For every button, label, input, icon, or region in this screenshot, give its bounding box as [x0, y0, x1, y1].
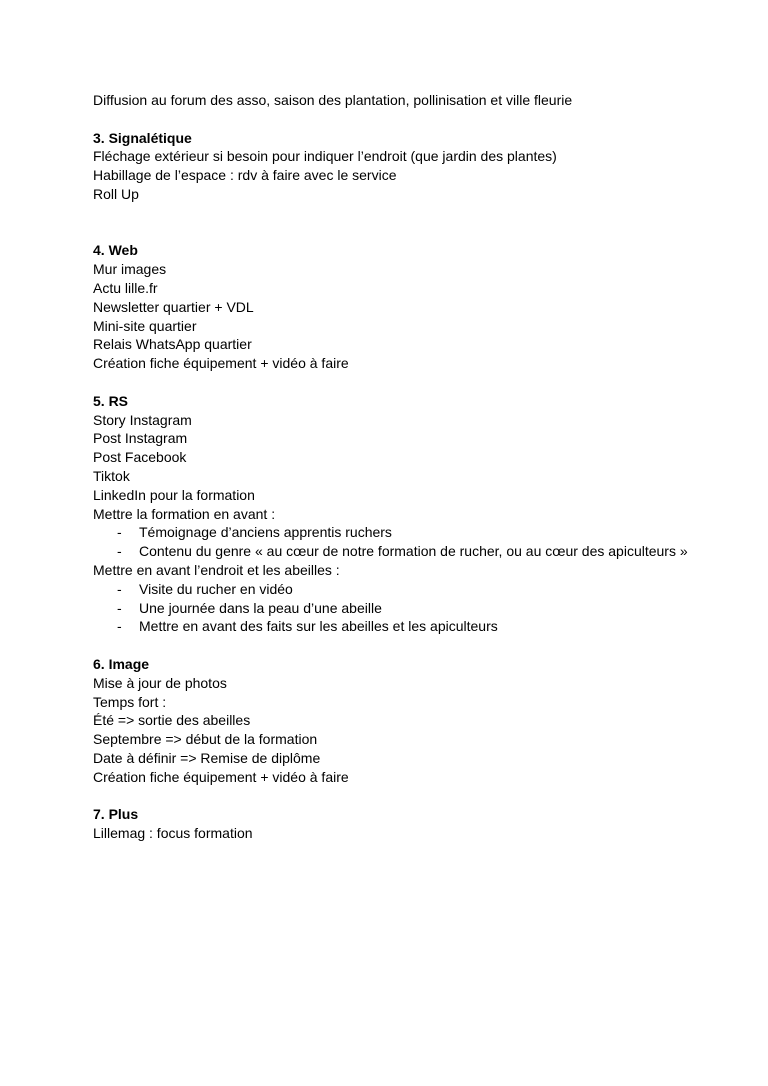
list-item-text: Visite du rucher en vidéo [139, 580, 293, 597]
bullet-marker: - [117, 543, 122, 560]
bullet-list-formation [93, 523, 733, 561]
text-line: Tiktok [93, 467, 130, 484]
list-item [93, 523, 733, 542]
text-line: Newsletter quartier + VDL [93, 298, 254, 315]
intro-line: Diffusion au forum des asso, saison des plantation, pollinisation et ville fleurie [93, 92, 573, 108]
section-image [93, 655, 733, 787]
text-line: Post Facebook [93, 449, 187, 466]
list-item-text: Contenu du genre « au cœur de notre formation de rucher, ou au cœur des apiculteurs » [139, 543, 688, 560]
bullet-marker: - [117, 599, 122, 616]
text-line: Actu lille.fr [93, 279, 158, 296]
text-line: LinkedIn pour la formation [93, 486, 255, 503]
section-heading: 6. Image [93, 655, 150, 672]
text-line: Post Instagram [93, 430, 188, 447]
text-line: Date à définir => Remise de diplôme [93, 749, 321, 766]
text-line: Mise à jour de photos [93, 674, 227, 691]
section-heading: 7. Plus [93, 806, 139, 823]
text-line: Habillage de l’espace : rdv à faire avec le service [93, 167, 397, 184]
text-line: Mini-site quartier [93, 317, 197, 334]
text-line: Relais WhatsApp quartier [93, 336, 252, 353]
text-line: Mettre la formation en avant : [93, 505, 276, 522]
document-page [93, 91, 733, 862]
section-heading: 3. Signalétique [93, 129, 192, 146]
section-web [93, 241, 733, 373]
text-line: Mettre en avant l’endroit et les abeilles : [93, 561, 340, 578]
list-item-text: Une journée dans la peau d’une abeille [139, 599, 382, 616]
list-item [93, 599, 733, 618]
section-signaletique [93, 129, 733, 204]
list-item-text: Témoignage d’anciens apprentis ruchers [139, 524, 392, 541]
text-line: Story Instagram [93, 411, 192, 428]
text-line: Création fiche équipement + vidéo à faire [93, 355, 349, 372]
text-line: Création fiche équipement + vidéo à faire [93, 768, 349, 785]
list-item [93, 542, 733, 561]
bullet-marker: - [117, 580, 122, 597]
bullet-list-abeilles [93, 580, 733, 636]
bullet-marker: - [117, 618, 122, 635]
text-line: Fléchage extérieur si besoin pour indiquer l’endroit (que jardin des plantes) [93, 148, 557, 165]
text-line: Été => sortie des abeilles [93, 712, 251, 729]
list-item [93, 617, 733, 636]
section-plus [93, 805, 733, 843]
section-heading: 5. RS [93, 392, 129, 409]
text-line: Septembre => début de la formation [93, 731, 318, 748]
text-line: Roll Up [93, 185, 139, 202]
bullet-marker: - [117, 524, 122, 541]
section-heading: 4. Web [93, 242, 138, 259]
text-line: Temps fort : [93, 693, 167, 710]
list-item-text: Mettre en avant des faits sur les abeilles et les apiculteurs [139, 618, 498, 635]
section-rs [93, 392, 733, 636]
text-line: Mur images [93, 261, 167, 278]
list-item [93, 580, 733, 599]
text-line: Lillemag : focus formation [93, 825, 253, 842]
